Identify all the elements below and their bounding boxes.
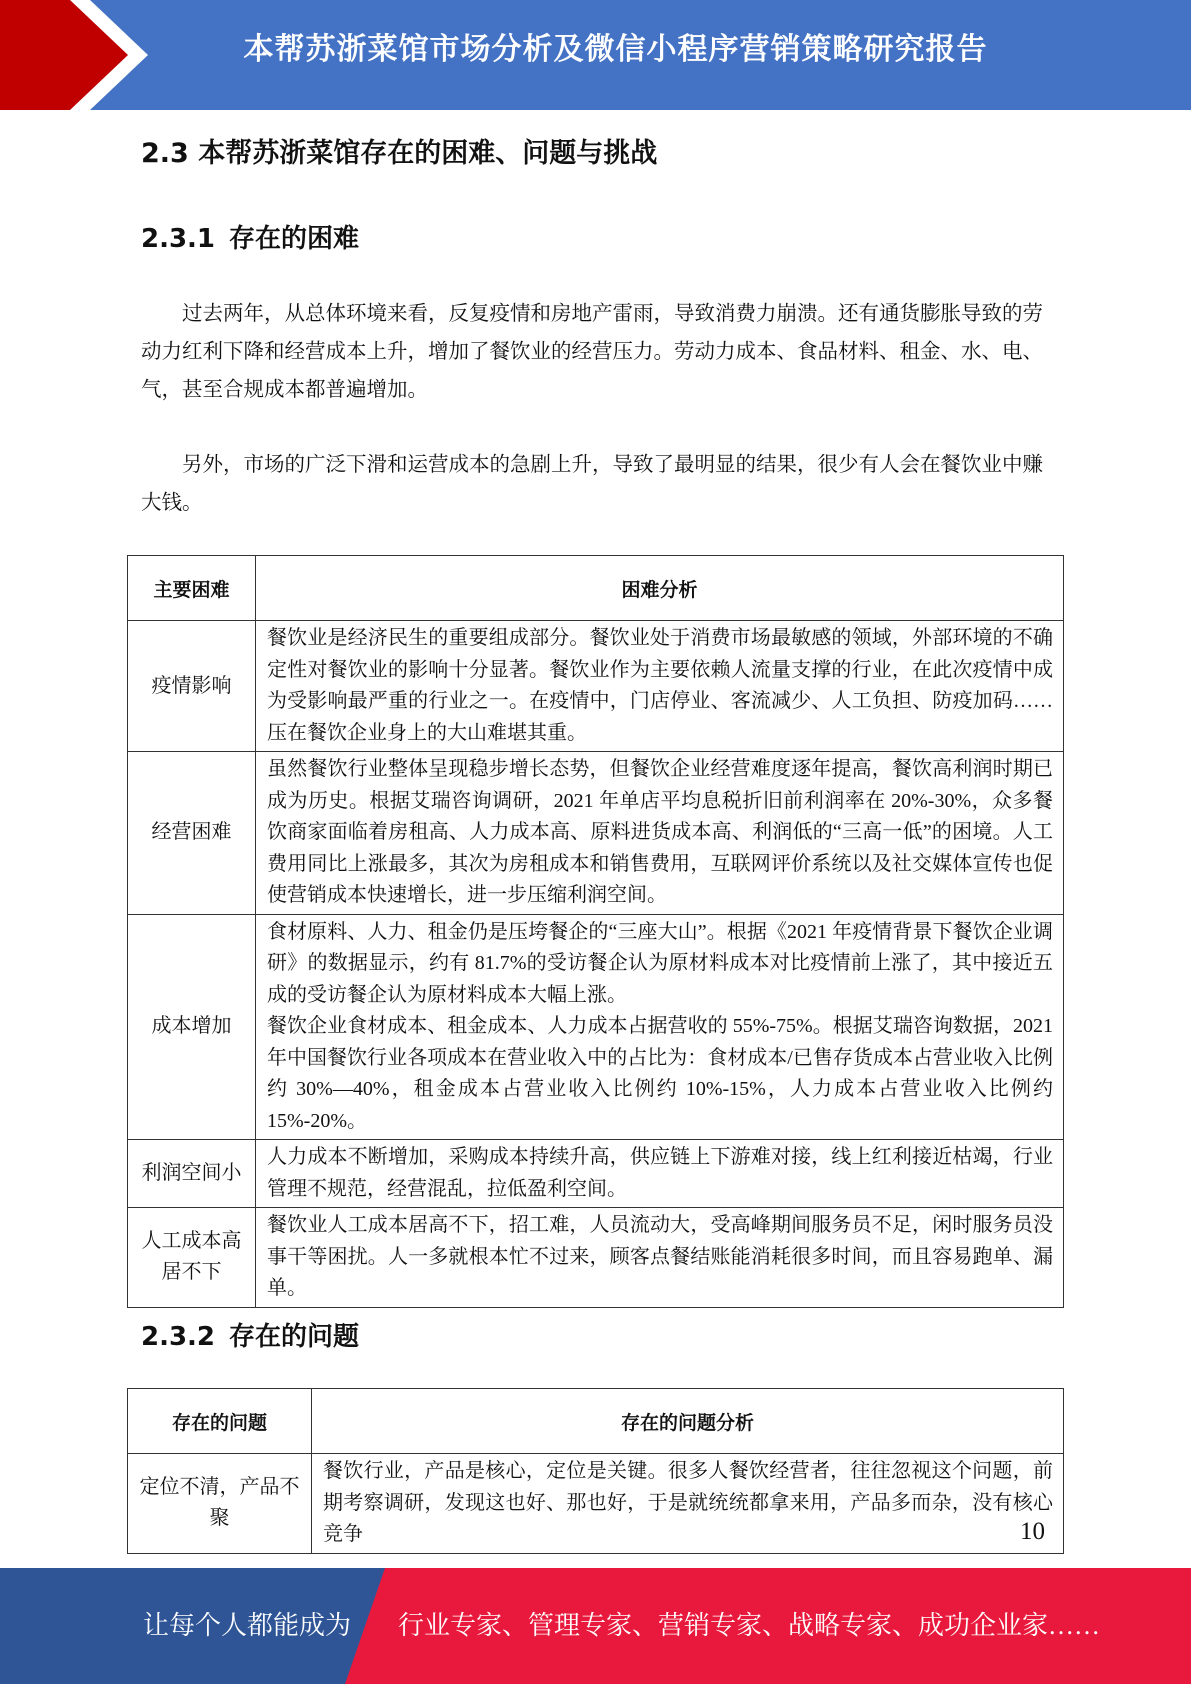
section-heading-2-3 xyxy=(141,131,657,170)
column-header: 存在的问题 xyxy=(128,1389,312,1454)
section-number: 2.3.2 xyxy=(141,1322,216,1352)
paragraph: 过去两年，从总体环境来看，反复疫情和房地产雷雨，导致消费力崩溃。还有通货膨胀导致的劳动力红利下降和经营成本上升，增加了餐饮业的经营压力。劳动力成本、食品材料、租金、水、电、气，甚至合规成本都普遍增加。 xyxy=(141,303,1043,401)
difficulty-analysis: 虽然餐饮行业整体呈现稳步增长态势，但餐饮企业经营难度逐年提高，餐饮高利润时期已成为历史。根据艾瑞咨询调研，2021 年单店平均息税折旧前利润率在 20%-30%，众多餐饮商家面临着房租高、人力成本高、原料进货成本高、利润低的“三高一低”的困境。人工费用同比上涨最多，其次为房租成本和销售费用，互联网评价系统以及社交媒体宣传也促使营销成本快速增长，进一步压缩利润空间。 xyxy=(256,752,1064,915)
table-row xyxy=(128,1454,1064,1554)
table-row xyxy=(128,1140,1064,1208)
difficulty-name: 疫情影响 xyxy=(128,621,256,752)
section-title: 存在的困难 xyxy=(229,224,360,254)
section-heading-2-3-2 xyxy=(141,1316,359,1353)
section-title: 本帮苏浙菜馆存在的困难、问题与挑战 xyxy=(198,138,658,169)
column-header: 困难分析 xyxy=(256,556,1064,621)
analysis-line: 餐饮企业食材成本、租金成本、人力成本占据营收的 55%-75%。根据艾瑞咨询数据，2021 年中国餐饮行业各项成本在营业收入中的占比为：食材成本/已售存货成本占营业收入比例约 30%—40%，租金成本占营业收入比例约 10%-15%，人力成本占营业收入比例约 15%-20%。 xyxy=(267,1015,1053,1132)
difficulty-analysis xyxy=(256,914,1064,1140)
difficulty-name: 利润空间小 xyxy=(128,1140,256,1208)
table-row xyxy=(128,752,1064,915)
difficulty-name: 经营困难 xyxy=(128,752,256,915)
difficulty-name: 人工成本高居不下 xyxy=(128,1208,256,1308)
section-number: 2.3 xyxy=(141,138,189,169)
analysis-line: 食材原料、人力、租金仍是压垮餐企的“三座大山”。根据《2021 年疫情背景下餐饮企业调研》的数据显示，约有 81.7%的受访餐企认为原材料成本对比疫情前上涨了，其中接近五成的受访餐企认为原材料成本大幅上涨。 xyxy=(267,920,1053,1006)
problem-analysis: 餐饮行业，产品是核心，定位是关键。很多人餐饮经营者，往往忽视这个问题，前期考察调研，发现这也好、那也好，于是就统统都拿来用，产品多而杂，没有核心竞争 xyxy=(312,1454,1064,1554)
table-header-row xyxy=(128,1389,1064,1454)
footer-slogan-right: 行业专家、管理专家、营销专家、战略专家、成功企业家…… xyxy=(398,1611,1101,1640)
section-number: 2.3.1 xyxy=(141,224,216,254)
difficulty-analysis: 餐饮业人工成本居高不下，招工难，人员流动大，受高峰期间服务员不足，闲时服务员没事干等困扰。人一多就根本忙不过来，顾客点餐结账能消耗很多时间，而且容易跑单、漏单。 xyxy=(256,1208,1064,1308)
problems-table xyxy=(127,1388,1064,1554)
paragraph: 另外，市场的广泛下滑和运营成本的急剧上升，导致了最明显的结果，很少有人会在餐饮业中赚大钱。 xyxy=(141,454,1043,514)
difficulty-analysis: 人力成本不断增加，采购成本持续升高，供应链上下游难对接，线上红利接近枯竭，行业管理不规范，经营混乱，拉低盈利空间。 xyxy=(256,1140,1064,1208)
table-header-row xyxy=(128,556,1064,621)
difficulty-name: 成本增加 xyxy=(128,914,256,1140)
table-row xyxy=(128,914,1064,1140)
footer-banner xyxy=(0,1568,1191,1684)
table-row xyxy=(128,1208,1064,1308)
column-header: 存在的问题分析 xyxy=(312,1389,1064,1454)
column-header: 主要困难 xyxy=(128,556,256,621)
difficulties-table xyxy=(127,555,1064,1308)
header-banner xyxy=(0,0,1191,110)
footer-slogan-left: 让每个人都能成为 xyxy=(143,1611,352,1640)
section-title: 存在的问题 xyxy=(229,1322,360,1352)
difficulty-analysis: 餐饮业是经济民生的重要组成部分。餐饮业处于消费市场最敏感的领域，外部环境的不确定性对餐饮业的影响十分显著。餐饮业作为主要依赖人流量支撑的行业，在此次疫情中成为受影响最严重的行业之一。在疫情中，门店停业、客流减少、人工负担、防疫加码……压在餐饮企业身上的大山难堪其重。 xyxy=(256,621,1064,752)
table-row xyxy=(128,621,1064,752)
problem-name: 定位不清，产品不聚 xyxy=(128,1454,312,1554)
section-heading-2-3-1 xyxy=(141,218,359,255)
report-title: 本帮苏浙菜馆市场分析及微信小程序营销策略研究报告 xyxy=(243,32,988,67)
page-number: 10 xyxy=(1020,1518,1045,1545)
